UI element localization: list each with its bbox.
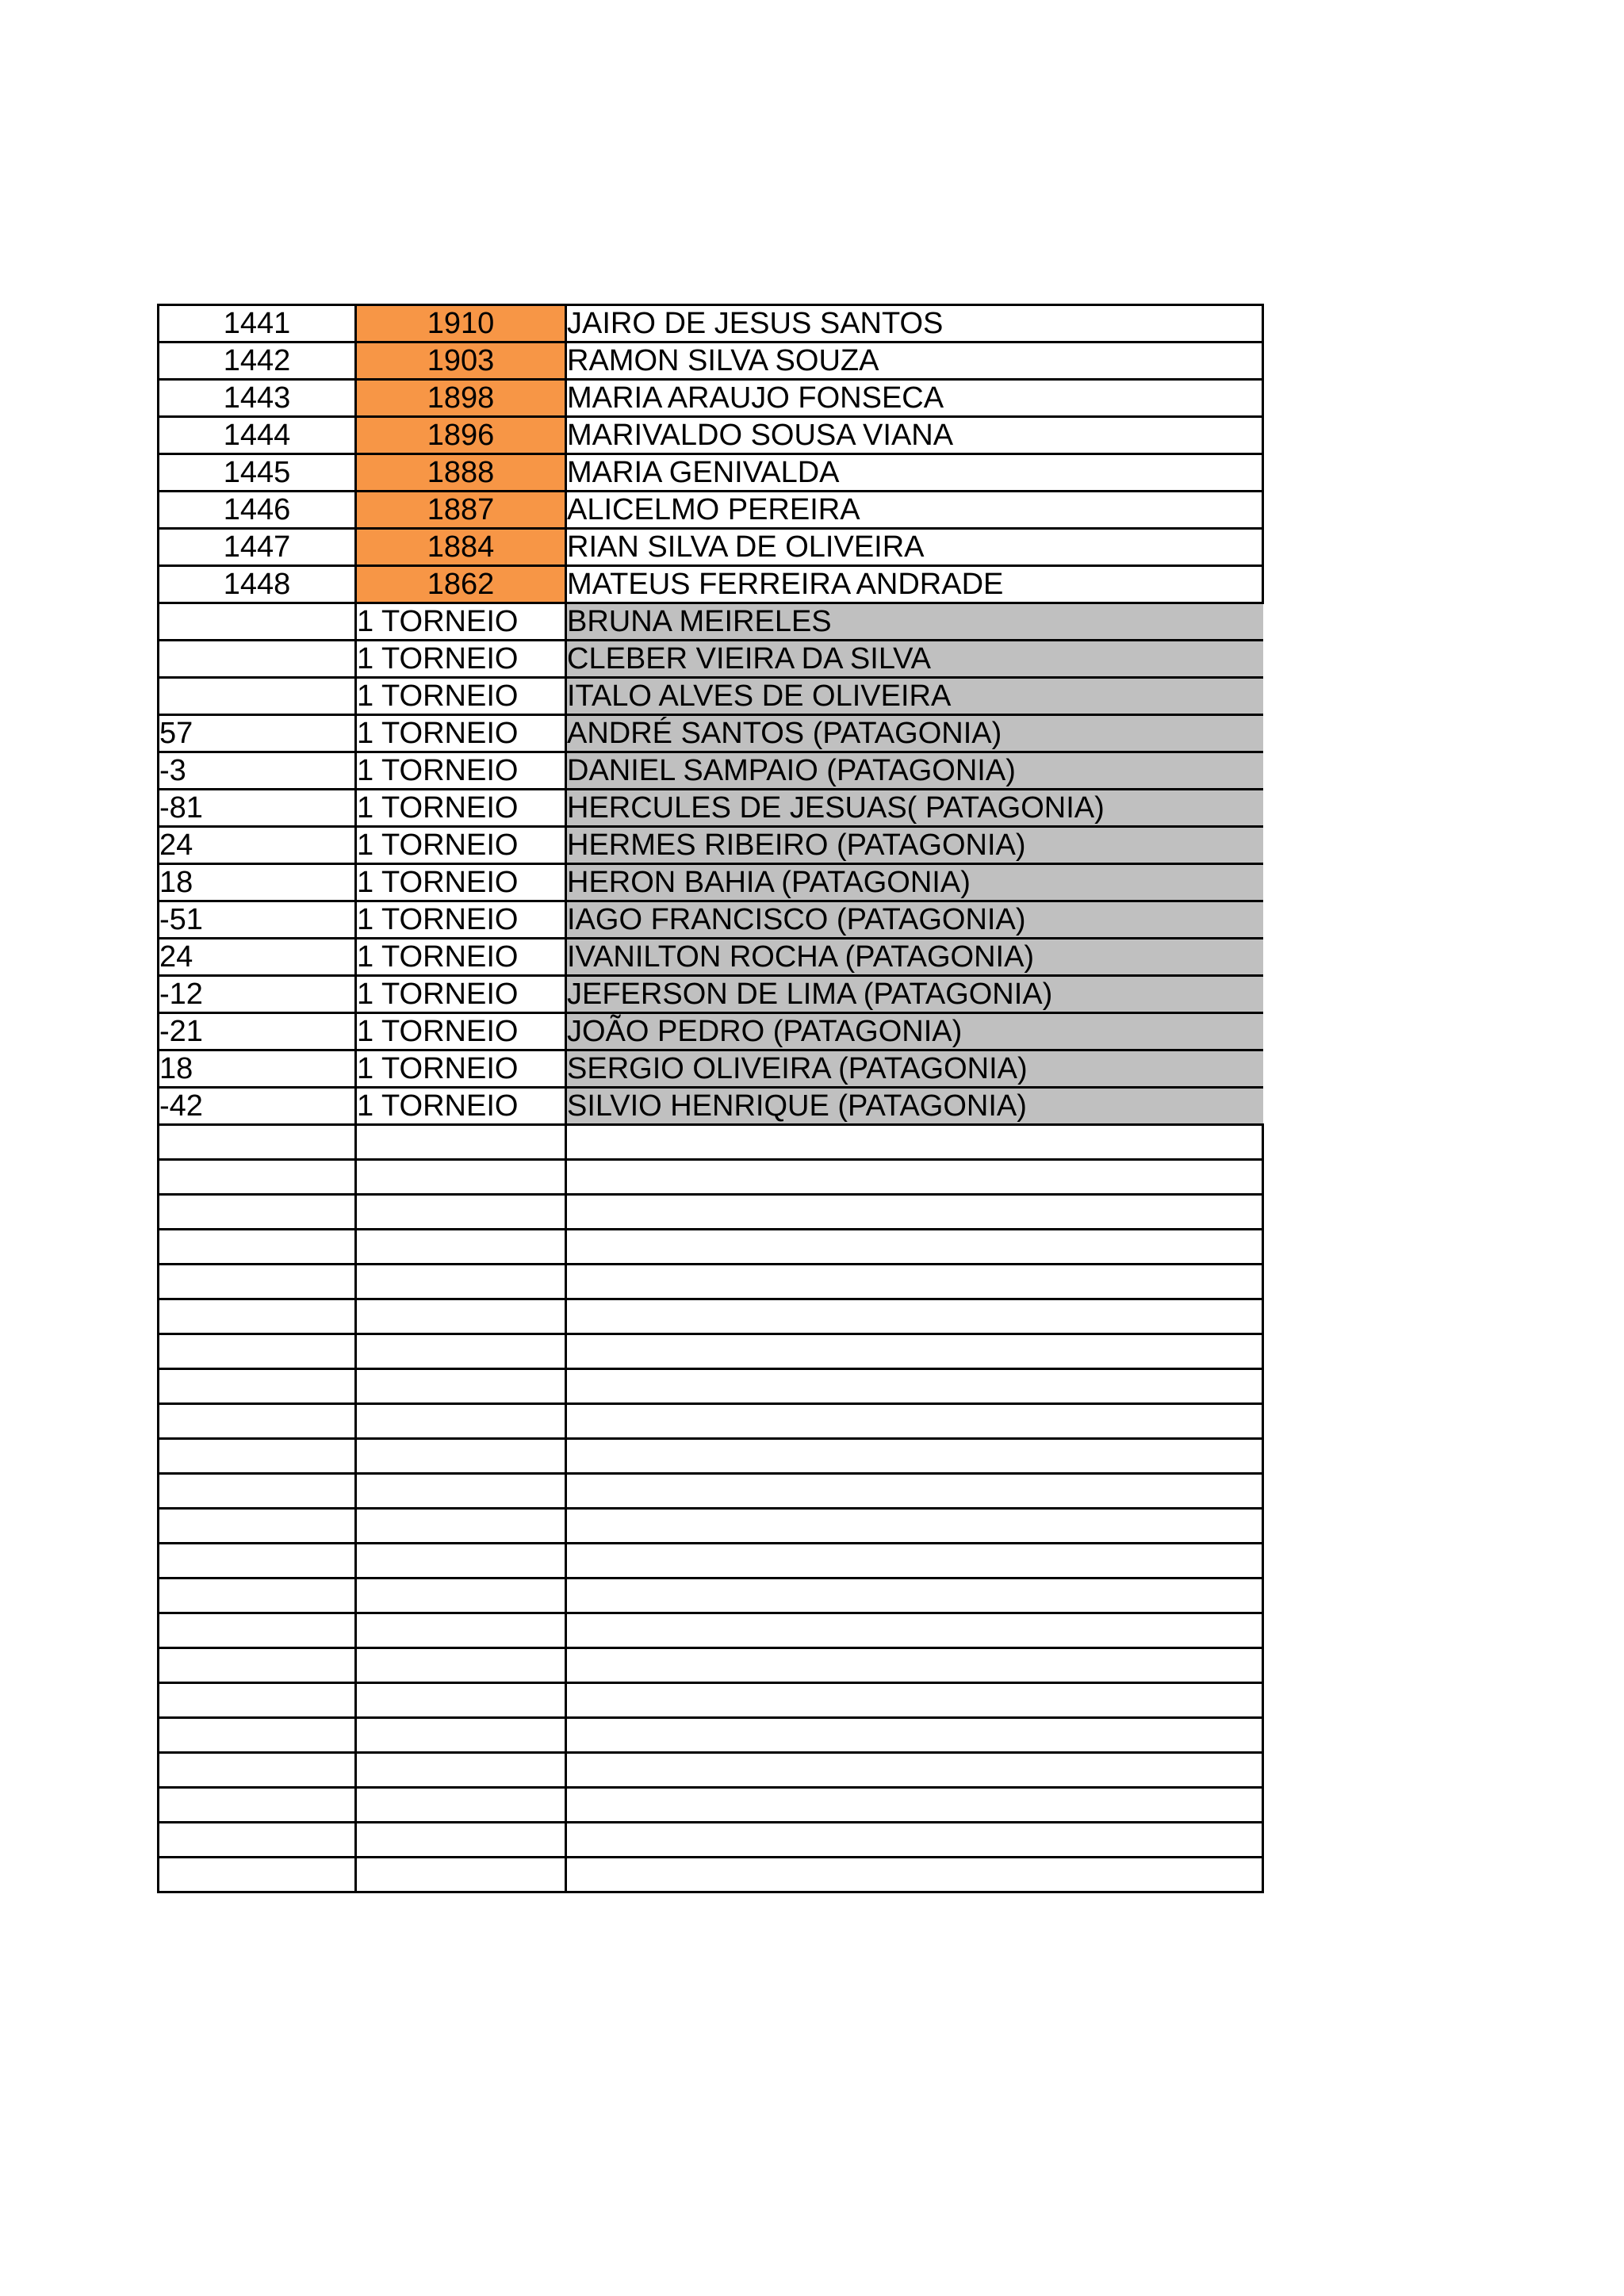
empty-row — [159, 1369, 1263, 1404]
player-name-cell: MARIVALDO SOUSA VIANA — [566, 417, 1263, 454]
empty-row — [159, 1334, 1263, 1369]
value-cell: -42 — [159, 1088, 356, 1125]
empty-cell — [159, 1160, 356, 1195]
empty-cell — [566, 1613, 1263, 1648]
ranked-row — [159, 529, 1263, 566]
value-cell — [159, 678, 356, 715]
torneio-row — [159, 752, 1263, 790]
empty-row — [159, 1125, 1263, 1160]
empty-cell — [159, 1509, 356, 1544]
empty-row — [159, 1474, 1263, 1509]
player-name-cell: SERGIO OLIVEIRA (PATAGONIA) — [566, 1050, 1263, 1088]
empty-cell — [566, 1195, 1263, 1230]
empty-cell — [566, 1718, 1263, 1753]
torneio-row — [159, 864, 1263, 901]
player-name-cell: JAIRO DE JESUS SANTOS — [566, 305, 1263, 342]
empty-cell — [566, 1788, 1263, 1823]
ranked-row — [159, 492, 1263, 529]
empty-cell — [566, 1230, 1263, 1265]
torneio-row — [159, 641, 1263, 678]
rating-cell: 1903 — [356, 342, 566, 380]
torneio-row — [159, 901, 1263, 939]
empty-cell — [159, 1858, 356, 1892]
player-name-cell: RIAN SILVA DE OLIVEIRA — [566, 529, 1263, 566]
empty-cell — [356, 1823, 566, 1858]
empty-row — [159, 1160, 1263, 1195]
empty-cell — [159, 1125, 356, 1160]
value-cell: -21 — [159, 1013, 356, 1050]
empty-row — [159, 1439, 1263, 1474]
empty-row — [159, 1648, 1263, 1683]
empty-cell — [159, 1195, 356, 1230]
status-cell: 1 TORNEIO — [356, 976, 566, 1013]
player-name-cell: CLEBER VIEIRA DA SILVA — [566, 641, 1263, 678]
empty-cell — [356, 1788, 566, 1823]
empty-cell — [159, 1474, 356, 1509]
value-cell: 24 — [159, 939, 356, 976]
empty-cell — [566, 1683, 1263, 1718]
ranked-row — [159, 342, 1263, 380]
empty-row — [159, 1299, 1263, 1334]
rating-cell: 1896 — [356, 417, 566, 454]
empty-row — [159, 1683, 1263, 1718]
value-cell — [159, 603, 356, 641]
empty-cell — [566, 1160, 1263, 1195]
player-name-cell: JEFERSON DE LIMA (PATAGONIA) — [566, 976, 1263, 1013]
value-cell: -81 — [159, 790, 356, 827]
empty-cell — [356, 1334, 566, 1369]
player-name-cell: ITALO ALVES DE OLIVEIRA — [566, 678, 1263, 715]
empty-cell — [356, 1299, 566, 1334]
empty-cell — [566, 1439, 1263, 1474]
empty-cell — [356, 1195, 566, 1230]
player-name-cell: JOÃO PEDRO (PATAGONIA) — [566, 1013, 1263, 1050]
value-cell: -51 — [159, 901, 356, 939]
empty-cell — [159, 1683, 356, 1718]
status-cell: 1 TORNEIO — [356, 1088, 566, 1125]
empty-row — [159, 1613, 1263, 1648]
empty-cell — [356, 1718, 566, 1753]
empty-row — [159, 1404, 1263, 1439]
player-name-cell: MARIA ARAUJO FONSECA — [566, 380, 1263, 417]
empty-cell — [356, 1160, 566, 1195]
empty-cell — [356, 1265, 566, 1299]
position-cell: 1446 — [159, 492, 356, 529]
empty-row — [159, 1823, 1263, 1858]
ranked-row — [159, 454, 1263, 492]
empty-cell — [356, 1858, 566, 1892]
torneio-row — [159, 715, 1263, 752]
empty-cell — [356, 1509, 566, 1544]
player-name-cell: HERMES RIBEIRO (PATAGONIA) — [566, 827, 1263, 864]
empty-cell — [159, 1334, 356, 1369]
empty-cell — [356, 1439, 566, 1474]
value-cell: -3 — [159, 752, 356, 790]
status-cell: 1 TORNEIO — [356, 827, 566, 864]
torneio-row — [159, 976, 1263, 1013]
status-cell: 1 TORNEIO — [356, 752, 566, 790]
torneio-row — [159, 603, 1263, 641]
empty-cell — [159, 1230, 356, 1265]
player-name-cell: HERCULES DE JESUAS( PATAGONIA) — [566, 790, 1263, 827]
position-cell: 1443 — [159, 380, 356, 417]
empty-cell — [566, 1299, 1263, 1334]
empty-row — [159, 1718, 1263, 1753]
value-cell: 57 — [159, 715, 356, 752]
position-cell: 1444 — [159, 417, 356, 454]
ranking-table-body — [159, 305, 1263, 1892]
empty-row — [159, 1230, 1263, 1265]
torneio-row — [159, 790, 1263, 827]
position-cell: 1445 — [159, 454, 356, 492]
empty-cell — [566, 1334, 1263, 1369]
empty-cell — [566, 1858, 1263, 1892]
player-name-cell: MARIA GENIVALDA — [566, 454, 1263, 492]
empty-row — [159, 1858, 1263, 1892]
empty-cell — [566, 1265, 1263, 1299]
value-cell: 24 — [159, 827, 356, 864]
ranked-row — [159, 566, 1263, 603]
value-cell: -12 — [159, 976, 356, 1013]
empty-row — [159, 1753, 1263, 1788]
empty-cell — [566, 1404, 1263, 1439]
rating-cell: 1887 — [356, 492, 566, 529]
rating-cell: 1888 — [356, 454, 566, 492]
torneio-row — [159, 678, 1263, 715]
status-cell: 1 TORNEIO — [356, 1050, 566, 1088]
torneio-row — [159, 1013, 1263, 1050]
player-name-cell: IVANILTON ROCHA (PATAGONIA) — [566, 939, 1263, 976]
torneio-row — [159, 827, 1263, 864]
empty-cell — [159, 1648, 356, 1683]
empty-cell — [159, 1753, 356, 1788]
empty-cell — [566, 1823, 1263, 1858]
empty-cell — [356, 1648, 566, 1683]
empty-cell — [356, 1474, 566, 1509]
empty-cell — [566, 1648, 1263, 1683]
empty-row — [159, 1544, 1263, 1578]
empty-cell — [159, 1823, 356, 1858]
empty-row — [159, 1509, 1263, 1544]
position-cell: 1442 — [159, 342, 356, 380]
player-name-cell: ANDRÉ SANTOS (PATAGONIA) — [566, 715, 1263, 752]
empty-cell — [566, 1578, 1263, 1613]
position-cell: 1447 — [159, 529, 356, 566]
empty-cell — [356, 1369, 566, 1404]
status-cell: 1 TORNEIO — [356, 864, 566, 901]
torneio-row — [159, 1050, 1263, 1088]
rating-cell: 1910 — [356, 305, 566, 342]
empty-cell — [566, 1753, 1263, 1788]
value-cell: 18 — [159, 864, 356, 901]
empty-row — [159, 1265, 1263, 1299]
status-cell: 1 TORNEIO — [356, 603, 566, 641]
empty-cell — [356, 1753, 566, 1788]
empty-cell — [159, 1613, 356, 1648]
empty-cell — [566, 1474, 1263, 1509]
status-cell: 1 TORNEIO — [356, 939, 566, 976]
status-cell: 1 TORNEIO — [356, 641, 566, 678]
rating-cell: 1862 — [356, 566, 566, 603]
value-cell — [159, 641, 356, 678]
player-name-cell: BRUNA MEIRELES — [566, 603, 1263, 641]
status-cell: 1 TORNEIO — [356, 901, 566, 939]
torneio-row — [159, 939, 1263, 976]
empty-cell — [159, 1299, 356, 1334]
empty-cell — [159, 1544, 356, 1578]
position-cell: 1448 — [159, 566, 356, 603]
status-cell: 1 TORNEIO — [356, 715, 566, 752]
ranked-row — [159, 417, 1263, 454]
empty-cell — [159, 1369, 356, 1404]
status-cell: 1 TORNEIO — [356, 1013, 566, 1050]
empty-cell — [566, 1125, 1263, 1160]
empty-cell — [566, 1369, 1263, 1404]
empty-cell — [356, 1230, 566, 1265]
empty-cell — [356, 1613, 566, 1648]
ranking-table — [157, 304, 1264, 1893]
empty-row — [159, 1788, 1263, 1823]
value-cell: 18 — [159, 1050, 356, 1088]
ranked-row — [159, 305, 1263, 342]
player-name-cell: MATEUS FERREIRA ANDRADE — [566, 566, 1263, 603]
empty-cell — [356, 1404, 566, 1439]
player-name-cell: DANIEL SAMPAIO (PATAGONIA) — [566, 752, 1263, 790]
empty-cell — [159, 1578, 356, 1613]
empty-cell — [566, 1509, 1263, 1544]
status-cell: 1 TORNEIO — [356, 678, 566, 715]
empty-cell — [356, 1544, 566, 1578]
rating-cell: 1898 — [356, 380, 566, 417]
empty-cell — [356, 1683, 566, 1718]
empty-cell — [159, 1718, 356, 1753]
player-name-cell: RAMON SILVA SOUZA — [566, 342, 1263, 380]
empty-cell — [159, 1265, 356, 1299]
player-name-cell: SILVIO HENRIQUE (PATAGONIA) — [566, 1088, 1263, 1125]
empty-cell — [566, 1544, 1263, 1578]
rating-cell: 1884 — [356, 529, 566, 566]
empty-row — [159, 1195, 1263, 1230]
player-name-cell: HERON BAHIA (PATAGONIA) — [566, 864, 1263, 901]
empty-cell — [159, 1788, 356, 1823]
empty-cell — [356, 1578, 566, 1613]
player-name-cell: IAGO FRANCISCO (PATAGONIA) — [566, 901, 1263, 939]
position-cell: 1441 — [159, 305, 356, 342]
empty-row — [159, 1578, 1263, 1613]
empty-cell — [159, 1439, 356, 1474]
player-name-cell: ALICELMO PEREIRA — [566, 492, 1263, 529]
empty-cell — [159, 1404, 356, 1439]
torneio-row — [159, 1088, 1263, 1125]
empty-cell — [356, 1125, 566, 1160]
status-cell: 1 TORNEIO — [356, 790, 566, 827]
ranked-row — [159, 380, 1263, 417]
